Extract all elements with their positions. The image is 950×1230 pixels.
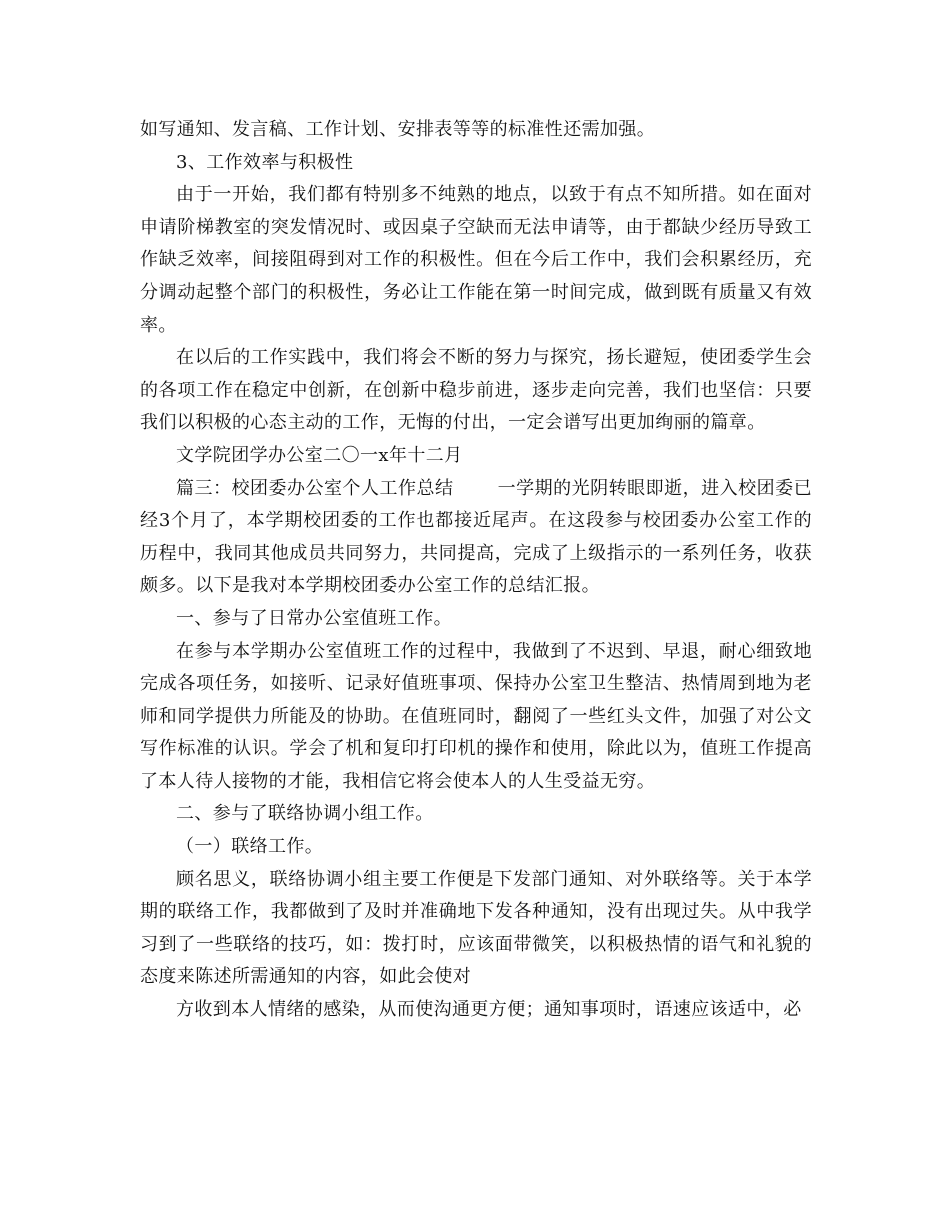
paragraph-liaison: 顾名思义，联络协调小组主要工作便是下发部门通知、对外联络等。关于本学期的联络工作，我都做到了及时并准确地下发各种通知，没有出现过失。从中我学习到了一些联络的技巧，如：拨打时，应该面带微笑，以积极热情的语气和礼貌的态度来陈述所需通知的内容，如此会使对 bbox=[140, 868, 812, 988]
paragraph-liaison-continued: 方收到本人情绪的感染，从而使沟通更方便；通知事项时，语速应该适中，必 bbox=[176, 999, 802, 1021]
paragraph-1: 如写通知、发言稿、工作计划、安排表等等的标准性还需加强。 bbox=[140, 119, 656, 140]
part-three-intro: 一学期的光阴转眼即逝，进入校团委已经3个月了，本学期校团委的工作也都接近尾声。在这段参与校团委办公室工作的历程中，我同其他成员共同努力，共同提高，完成了上级指示的一系列任务，收获颇多。以下是我对本学期校团委办公室工作的总结汇报。 bbox=[140, 477, 812, 597]
paragraph-efficiency: 由于一开始，我们都有特别多不纯熟的地点，以致于有点不知所措。如在面对申请阶梯教室的突发情况时、或因桌子空缺而无法申请等，由于都缺少经历导致工作缺乏效率，间接阻碍到对工作的积极性。但在今后工作中，我们会积累经历，充分调动起整个部门的积极性，务必让工作能在第一时间完成，做到既有质量又有效率。 bbox=[140, 184, 812, 336]
section-heading-duty: 一、参与了日常办公室值班工作。 bbox=[176, 607, 452, 629]
paragraph-future-work: 在以后的工作实践中，我们将会不断的努力与探究，扬长避短，使团委学生会的各项工作在稳定中创新，在创新中稳步前进，逐步走向完善，我们也坚信：只要我们以积极的心态主动的工作，无悔的付出，一定会谱写出更加绚丽的篇章。 bbox=[140, 347, 812, 434]
paragraph-part-three bbox=[140, 473, 812, 603]
part-three-title: 篇三：校团委办公室个人工作总结 bbox=[176, 477, 454, 499]
document-body bbox=[140, 114, 812, 1027]
section-heading-liaison: 二、参与了联络协调小组工作。 bbox=[176, 803, 434, 825]
signature-line: 文学院团学办公室二〇一x年十二月 bbox=[176, 444, 463, 466]
subsection-heading-liaison-work: （一）联络工作。 bbox=[176, 836, 324, 858]
paragraph-duty: 在参与本学期办公室值班工作的过程中，我做到了不迟到、早退，耐心细致地完成各项任务，如接听、记录好值班事项、保持办公室卫生整洁、热情周到地为老师和同学提供力所能及的协助。在值班同时，翻阅了一些红头文件，加强了对公文写作标准的认识。学会了机和复印打印机的操作和使用，除此以为，值班工作提高了本人待人接物的才能，我相信它将会使本人的人生受益无穷。 bbox=[140, 640, 812, 792]
section-heading-efficiency: 3、工作效率与积极性 bbox=[176, 151, 354, 173]
